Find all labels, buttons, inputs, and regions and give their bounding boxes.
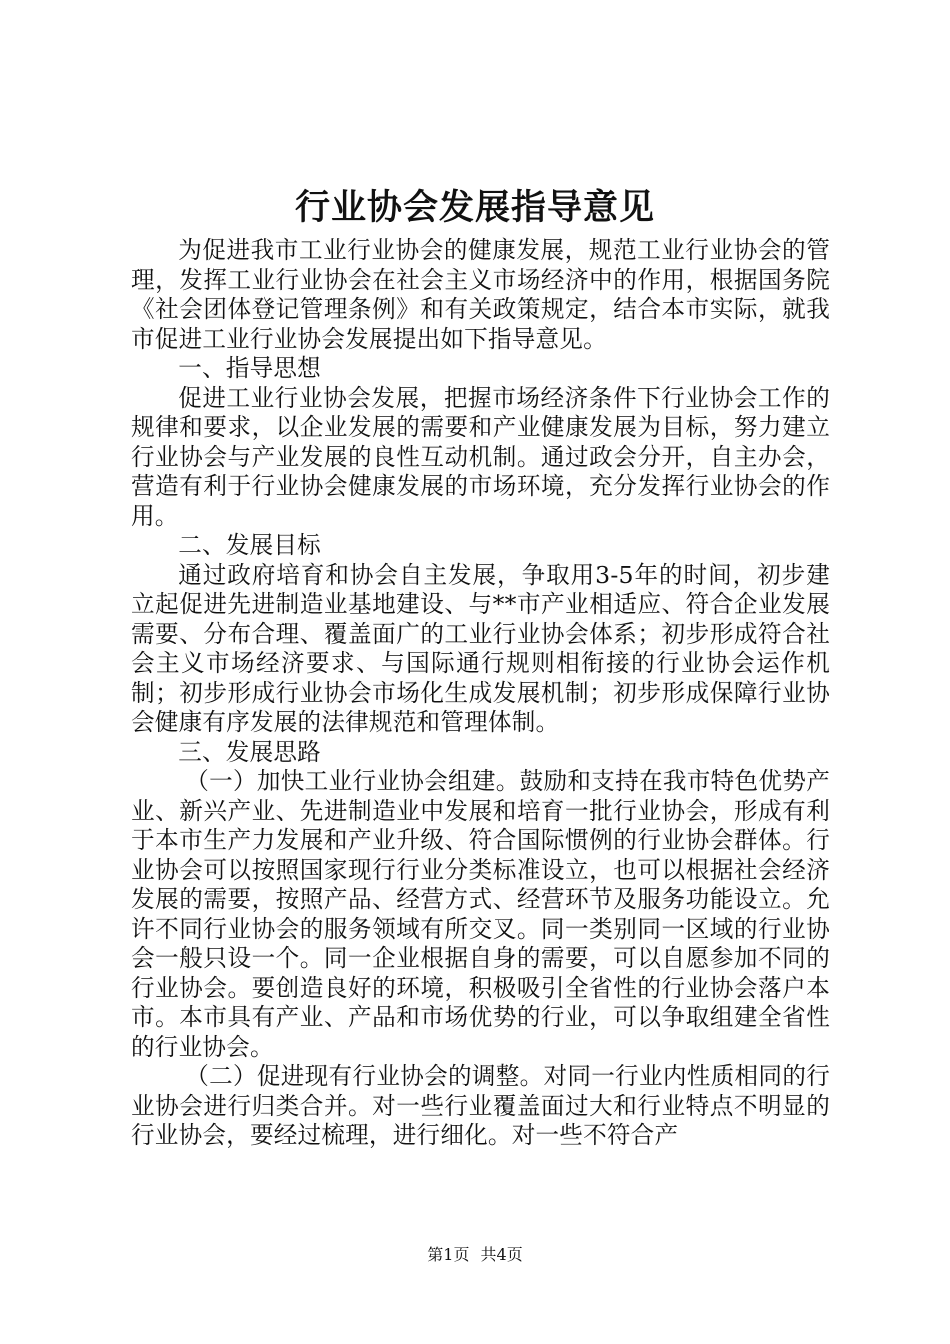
guiding-ideology-paragraph: 促进工业行业协会发展，把握市场经济条件下行业协会工作的规律和要求，以企业发展的需要和产业健康发展为目标，努力建立行业协会与产业发展的良性互动机制。通过政会分开，自主办会，营造有利于行业协会健康发展的市场环境，充分发挥行业协会的作用。 <box>131 383 830 530</box>
section-heading-guiding-ideology: 一、指导思想 <box>178 354 321 382</box>
page-number: 第1页 <box>427 1245 470 1264</box>
approach-item-2-paragraph: （二）促进现有行业协会的调整。对同一行业内性质相同的行业协会进行归类合并。对一些行业覆盖面过大和行业特点不明显的行业协会，要经过梳理，进行细化。对一些不符合产 <box>131 1062 830 1149</box>
intro-paragraph: 为促进我市工业行业协会的健康发展，规范工业行业协会的管理，发挥工业行业协会在社会主义市场经济中的作用，根据国务院《社会团体登记管理条例》和有关政策规定，结合本市实际，就我市促进工业行业协会发展提出如下指导意见。 <box>131 236 830 353</box>
document-title: 行业协会发展指导意见 <box>294 188 655 228</box>
page-footer <box>0 1244 950 1266</box>
section-heading-development-goals: 二、发展目标 <box>178 531 321 559</box>
section-heading-development-approach: 三、发展思路 <box>178 737 321 766</box>
approach-item-1-paragraph: （一）加快工业行业协会组建。鼓励和支持在我市特色优势产业、新兴产业、先进制造业中发展和培育一批行业协会，形成有利于本市生产力发展和产业升级、符合国际惯例的行业协会群体。行业协会可以按照国家现行行业分类标准设立，也可以根据社会经济发展的需要，按照产品、经营方式、经营环节及服务功能设立。允许不同行业协会的服务领域有所交叉。同一类别同一区域的行业协会一般只设一个。同一企业根据自身的需要，可以自愿参加不同的行业协会。要创造良好的环境，积极吸引全省性的行业协会落户本市。本市具有产业、产品和市场优势的行业，可以争取组建全省性的行业协会。 <box>131 767 830 1061</box>
document-body <box>131 236 830 1151</box>
development-goals-paragraph: 通过政府培育和协会自主发展，争取用3-5年的时间，初步建立起促进先进制造业基地建设、与**市产业相适应、符合企业发展需要、分布合理、覆盖面广的工业行业协会体系；初步形成符合社会主义市场经济要求、与国际通行规则相衔接的行业协会运作机制；初步形成行业协会市场化生成发展机制；初步形成保障行业协会健康有序发展的法律规范和管理体制。 <box>131 560 830 736</box>
page-total: 共4页 <box>480 1245 523 1264</box>
